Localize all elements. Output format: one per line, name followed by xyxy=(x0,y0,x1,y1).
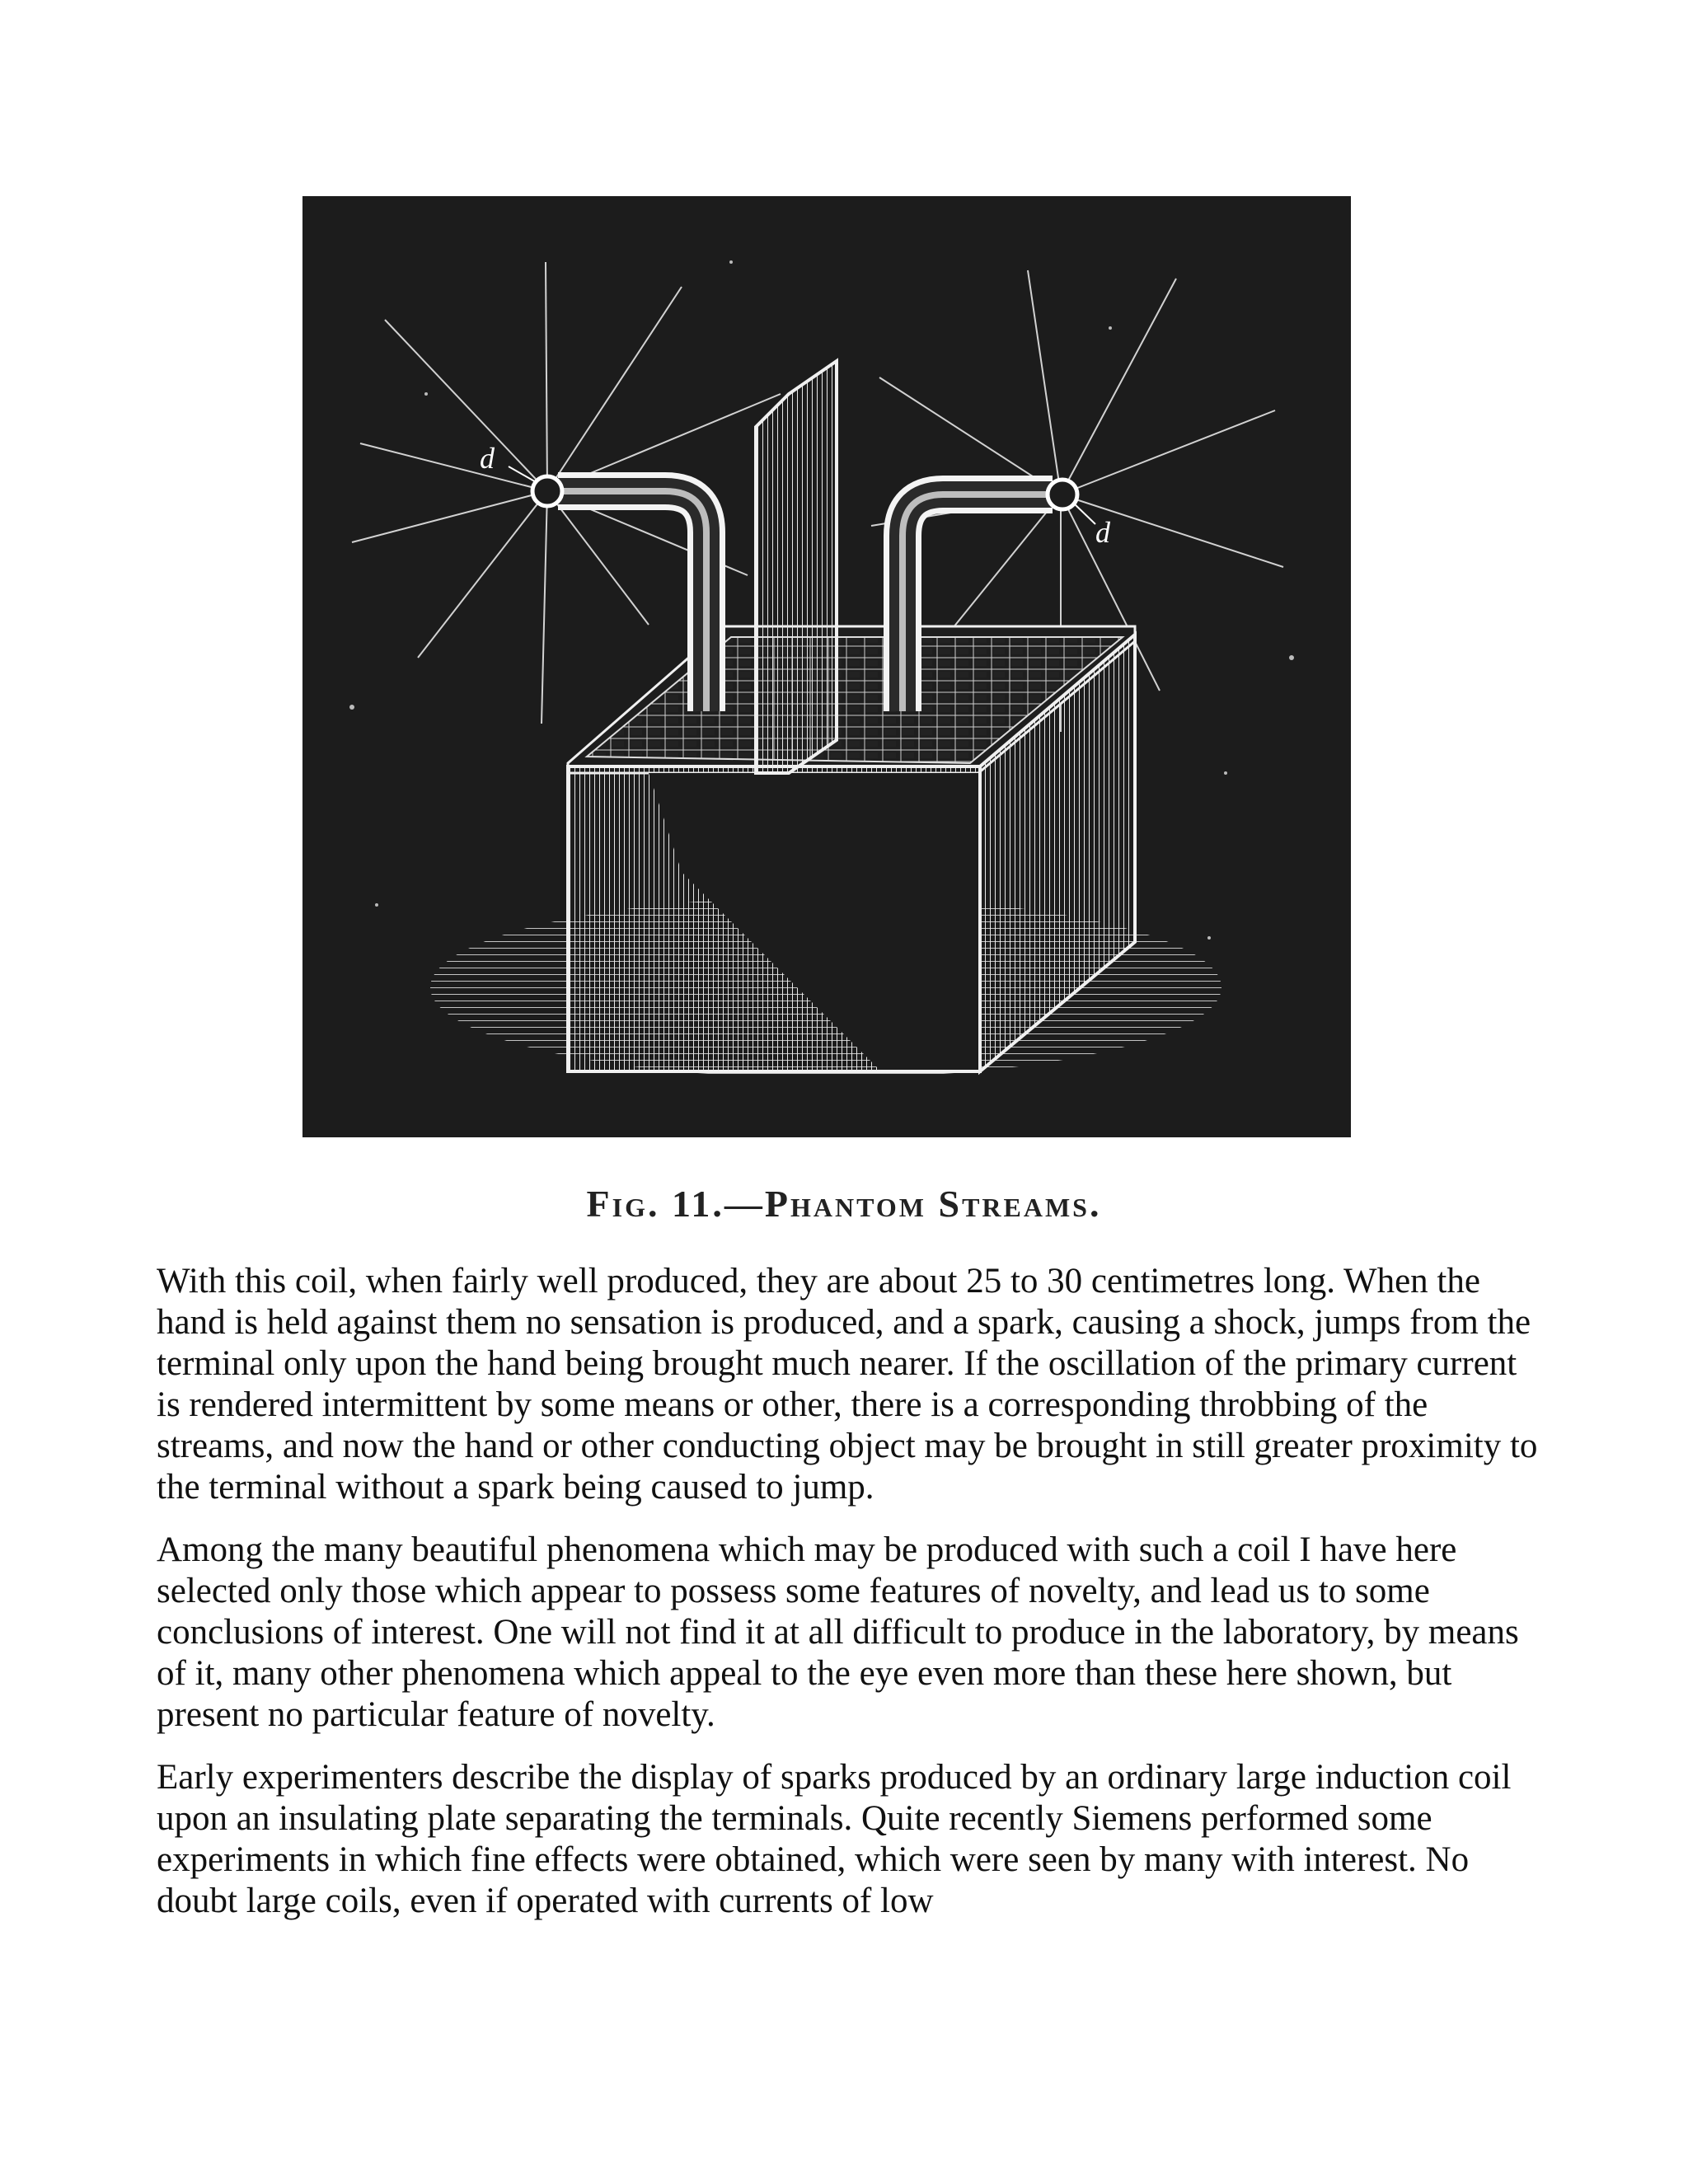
body-text xyxy=(157,1261,1541,1943)
paragraph: Among the many beautiful phenomena which may be produced with such a coil I have here selected only those which appear to possess some features of novelty, and lead us to some conclusions of interest. One will not find it at all difficult to produce in the laboratory, by means of it, many other phenomena which appeal to the eye even more than these here shown, but present no particular feature of novelty. xyxy=(157,1530,1519,1734)
terminal-right xyxy=(1048,480,1077,509)
figure-phantom-streams xyxy=(302,196,1351,1137)
terminal-label-right: d xyxy=(1095,516,1110,549)
insulating-plate xyxy=(756,361,837,773)
paragraph: Early experimenters describe the display of sparks produced by an ordinary large induction coil upon an insulating plate separating the terminals. Quite recently Siemens performed some experiments in which fine effects were obtained, which were seen by many with interest. No doubt large coils, even if operated with currents of low xyxy=(157,1758,1512,1920)
cell-box xyxy=(568,626,1135,1071)
terminal-label-left: d xyxy=(480,442,495,475)
terminal-left xyxy=(532,476,562,506)
figure-caption: Fig. 11.—Phantom Streams. xyxy=(586,1183,1102,1225)
paragraph: With this coil, when fairly well produced, they are about 25 to 30 centimetres long. When the hand is held against them no sensation is produced, and a spark, causing a shock, jumps from the terminal only upon the hand being brought much nearer. If the oscillation of the primary current is rendered intermittent by some means or other, there is a corresponding throbbing of the streams, and now the hand or other conducting object may be brought in still greater proximity to the terminal without a spark being caused to jump. xyxy=(157,1262,1538,1507)
